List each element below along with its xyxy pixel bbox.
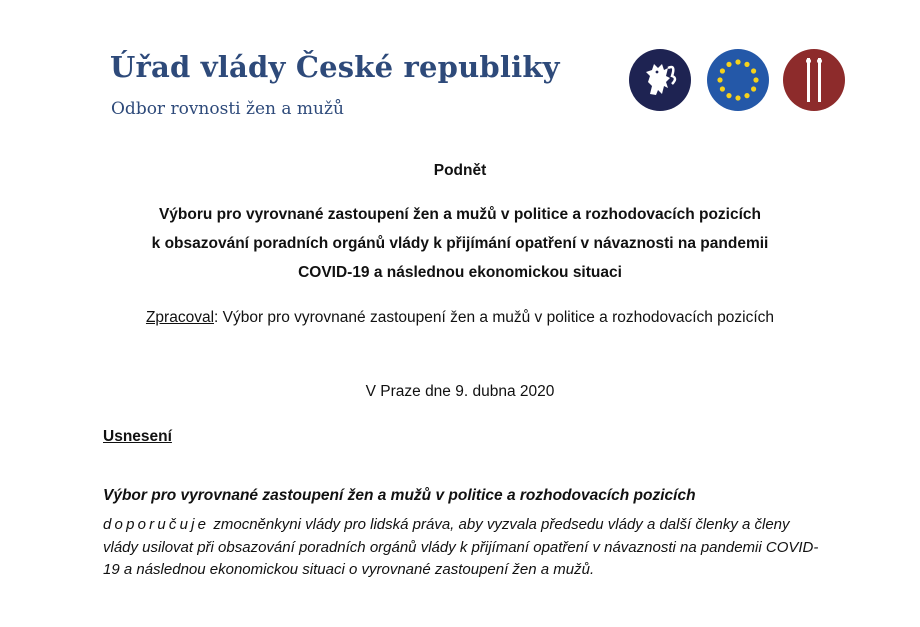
document-title-line-1: Výboru pro vyrovnané zastoupení žen a mužů v politice a rozhodovacích pozicích (158, 206, 762, 223)
document-title-line-2: k obsazování poradních orgánů vlády k přijímání opatření v návaznosti na pandemii (151, 235, 769, 252)
resolution-text: zmocněnkyni vlády pro lidská práva, aby vyzvala předsedu vlády a další členky a členy vlády usilovat při obsazování poradních orgánů vlády k přijímaní opatření v návaznosti na pandemii COVID-19 a následnou ekonomickou situaci o vyrovnané zastoupení žen a mužů. (103, 516, 819, 578)
resolution-paragraph (103, 514, 823, 582)
department-subtitle: Odbor rovnosti žen a mužů (111, 99, 344, 119)
resolution-heading: Usnesení (103, 428, 172, 445)
date-line: V Praze dne 9. dubna 2020 (365, 383, 555, 400)
equality-emblem-icon (782, 48, 846, 112)
czech-lion-emblem-icon (628, 48, 692, 112)
office-title: Úřad vlády České republiky (110, 50, 560, 84)
document-type-label: Podnět (433, 162, 487, 179)
committee-name: Výbor pro vyrovnané zastoupení žen a mužů v politice a rozhodovacích pozicích (103, 487, 696, 504)
resolution-verb: doporučuje (103, 516, 210, 533)
prepared-by-value: : Výbor pro vyrovnané zastoupení žen a mužů v politice a rozhodovacích pozicích (214, 309, 775, 326)
eu-flag-icon (706, 48, 770, 112)
prepared-by-label: Zpracoval (145, 309, 215, 326)
document-title-line-3: COVID-19 a následnou ekonomickou situaci (298, 264, 622, 281)
prepared-by-line (0, 309, 920, 327)
